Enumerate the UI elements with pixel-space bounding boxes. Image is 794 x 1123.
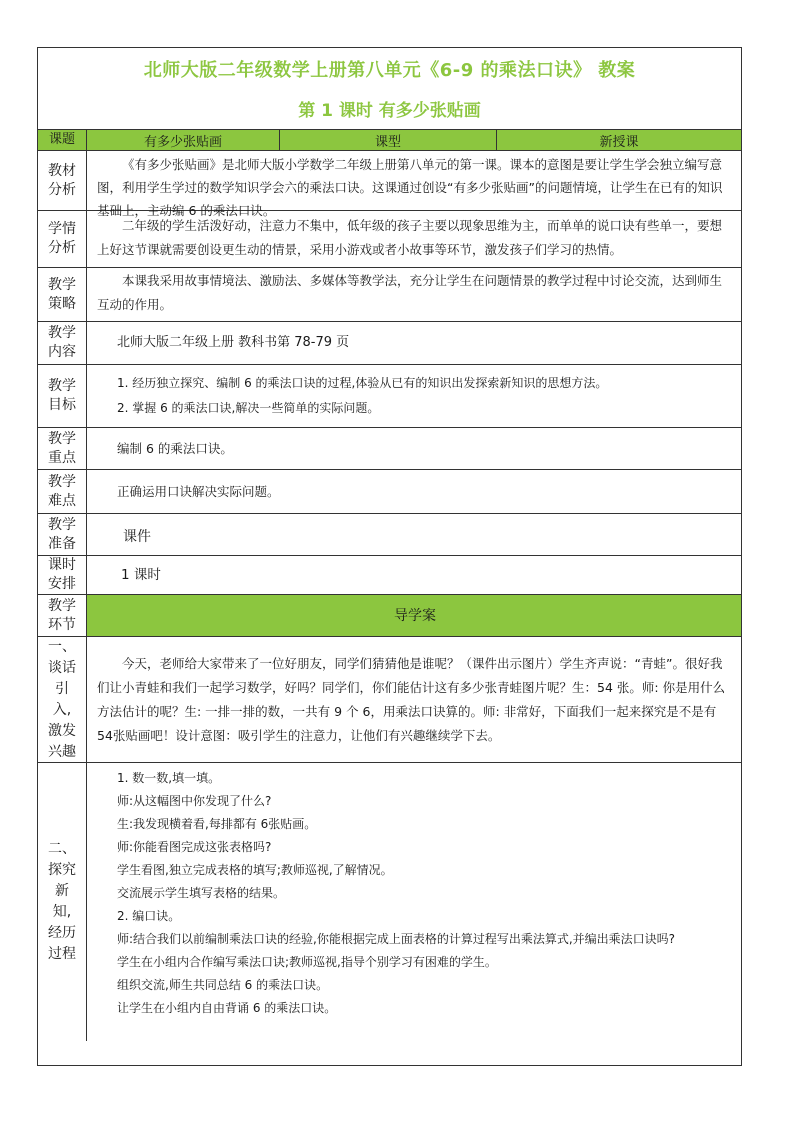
row-label: 一、 谈话 引 入, 激发 兴趣 (38, 637, 87, 762)
header-row (38, 130, 741, 151)
type-label: 课型 (280, 130, 497, 150)
strategy-text: 本课我采用故事情境法、激励法、多媒体等教学法，充分让学生在问题情景的教学过程中讨论交流，达到师生互动的作用。 (97, 273, 723, 312)
row-label: 二、 探究 新 知, 经历 过程 (38, 763, 87, 1041)
key-text: 编制 6 的乘法口诀。 (117, 440, 233, 456)
time-text: 1 课时 (121, 567, 161, 583)
goals-list (87, 365, 741, 427)
step-line: 学生看图,独立完成表格的填写;教师巡视,了解情况。 (117, 863, 393, 877)
step-line: 学生在小组内合作编写乘法口诀;教师巡视,指导个别学习有困难的学生。 (117, 955, 497, 969)
row-label: 教学 环节 (38, 595, 87, 636)
type-value: 新授课 (599, 134, 639, 150)
exploration-steps (87, 763, 741, 1041)
document-subtitle: 第 1 课时 有多少张贴画 (298, 101, 481, 121)
title-block (38, 48, 741, 130)
row-label: 教材 分析 (38, 151, 87, 210)
row-material-analysis (38, 151, 741, 218)
topic-value: 有多少张贴画 (87, 130, 280, 150)
lesson-plan-table (37, 47, 742, 1066)
step-line: 师:从这幅图中你发现了什么? (117, 794, 272, 808)
prep-text: 课件 (123, 529, 151, 545)
row-label: 教学 策略 (38, 268, 87, 321)
step-line: 组织交流,师生共同总结 6 的乘法口诀。 (117, 978, 329, 992)
lesson-grid (38, 130, 741, 1041)
step-line: 让学生在小组内自由背诵 6 的乘法口诀。 (117, 1001, 337, 1015)
row-label: 教学 重点 (38, 428, 87, 469)
students-text: 二年级的学生活泼好动，注意力不集中，低年级的孩子主要以现象思维为主，而单单的说口诀有些单一，要想上好这节课就需要创设更生动的情景，采用小游戏或者小故事等环节，激发孩子们学习的热情。 (97, 218, 723, 257)
row-label: 教学 准备 (38, 514, 87, 555)
row-teaching-strategy (38, 268, 741, 322)
introduction-text: 今天，老师给大家带来了一位好朋友，同学们猜猜他是谁呢？（课件出示图片）学生齐声说：“青蛙”。很好我们让小青蛙和我们一起学习数学，好吗？同学们，你们能估计这有多少张青蛙图片呢？生：54 张。师: 你是用什么方法估计的呢？生: 一排一排的数，一共有 9 个 6，用乘法口诀算的。师: 非常好，下面我们一起来探究是不是有 54张贴画吧！设计意图：吸引学生的注意力，让他们有兴趣继续学下去。 (97, 655, 726, 743)
goal-item: 2. 掌握 6 的乘法口诀,解决一些简单的实际问题。 (117, 401, 380, 415)
step-line: 交流展示学生填写表格的结果。 (117, 886, 286, 900)
step-line: 师:结合我们以前编制乘法口诀的经验,你能根据完成上面表格的计算过程写出乘法算式,并编出乘法口诀吗? (117, 932, 676, 946)
goal-item: 1. 经历独立探究、编制 6 的乘法口诀的过程,体验从已有的知识出发探索新知识的思想方法。 (117, 376, 608, 390)
row-teaching-steps (38, 595, 741, 637)
row-preparation (38, 514, 741, 556)
step-line: 生:我发现横着看,每排都有 6张贴画。 (117, 817, 317, 831)
content-text: 北师大版二年级上册 教科书第 78-79 页 (117, 335, 350, 350)
row-label: 教学 内容 (38, 322, 87, 364)
row-label: 教学 难点 (38, 470, 87, 513)
row-label: 学情 分析 (38, 211, 87, 267)
step-line: 1. 数一数,填一填。 (117, 771, 221, 785)
row-teaching-goals (38, 365, 741, 428)
row-part-exploration (38, 763, 741, 1041)
guide-heading: 导学案 (87, 595, 741, 636)
row-label: 课时 安排 (38, 556, 87, 594)
difficult-text: 正确运用口诀解决实际问题。 (117, 483, 280, 499)
topic-label: 课题 (38, 130, 87, 150)
row-student-analysis (38, 211, 741, 268)
step-line: 2. 编口诀。 (117, 909, 181, 923)
row-time-arrangement (38, 556, 741, 595)
document-title: 北师大版二年级数学上册第八单元《6-9 的乘法口诀》 教案 (143, 60, 636, 81)
step-line: 师:你能看图完成这张表格吗? (117, 840, 272, 854)
row-difficult-points (38, 470, 741, 514)
row-label: 教学 目标 (38, 365, 87, 427)
row-teaching-content (38, 322, 741, 365)
row-part-introduction (38, 637, 741, 763)
material-text: 《有多少张贴画》是北师大版小学数学二年级上册第八单元的第一课。课本的意图是要让学生学会独立编写意图，利用学生学过的数学知识学会六的乘法口诀。这课通过创设“有多少张贴画”的问题情境，让学生在已有的知识基础上，主动编 6 的乘法口诀。 (97, 157, 723, 218)
row-key-points (38, 428, 741, 470)
